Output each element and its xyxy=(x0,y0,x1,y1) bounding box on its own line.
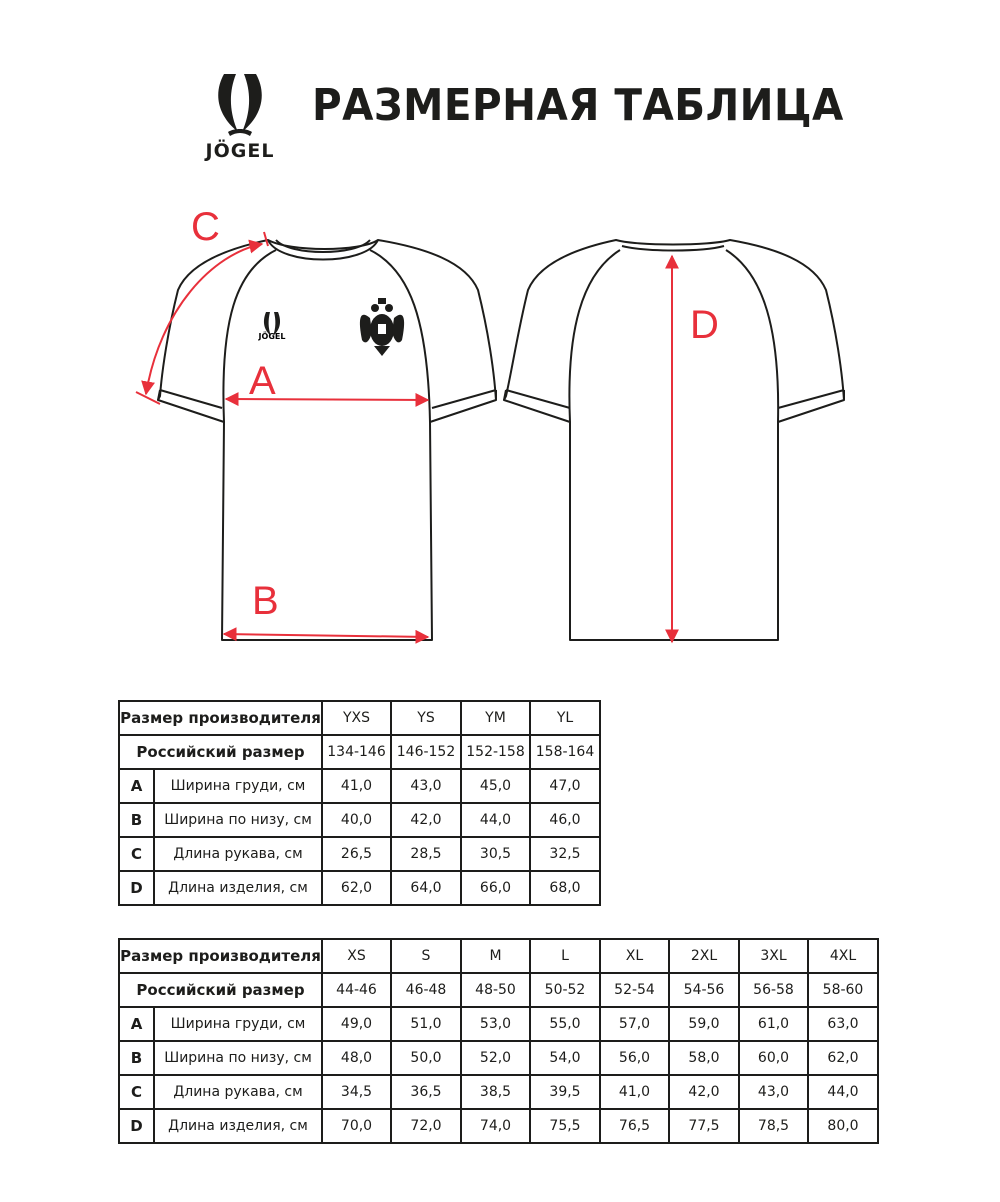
header-label: Размер производителя xyxy=(119,939,322,973)
value-cell: 51,0 xyxy=(391,1007,461,1041)
brand-logo-text: JÖGEL xyxy=(205,140,275,162)
size-cell: 3XL xyxy=(739,939,808,973)
value-cell: 63,0 xyxy=(808,1007,878,1041)
ru-size-cell: 152-158 xyxy=(461,735,530,769)
header-label: Размер производителя xyxy=(119,701,322,735)
value-cell: 64,0 xyxy=(391,871,461,905)
size-cell: YXS xyxy=(322,701,391,735)
table-row xyxy=(119,769,600,803)
row-letter: A xyxy=(119,1007,154,1041)
size-cell: YS xyxy=(391,701,461,735)
row-letter: B xyxy=(119,803,154,837)
value-cell: 42,0 xyxy=(669,1075,739,1109)
ru-size-cell: 56-58 xyxy=(739,973,808,1007)
row-name: Ширина по низу, см xyxy=(154,803,322,837)
table-row xyxy=(119,1041,878,1075)
table-row xyxy=(119,1075,878,1109)
table-row-manufacturer-size xyxy=(119,701,600,735)
ru-size-cell: 158-164 xyxy=(530,735,600,769)
page-title: РАЗМЕРНАЯ ТАБЛИЦА xyxy=(312,80,844,131)
value-cell: 61,0 xyxy=(739,1007,808,1041)
value-cell: 34,5 xyxy=(322,1075,391,1109)
value-cell: 30,5 xyxy=(461,837,530,871)
garment-diagram xyxy=(0,190,1000,660)
value-cell: 44,0 xyxy=(808,1075,878,1109)
row-letter: B xyxy=(119,1041,154,1075)
value-cell: 56,0 xyxy=(600,1041,669,1075)
row-letter: A xyxy=(119,769,154,803)
ru-size-cell: 52-54 xyxy=(600,973,669,1007)
value-cell: 47,0 xyxy=(530,769,600,803)
label-c: C xyxy=(191,205,220,249)
row-name: Ширина груди, см xyxy=(154,1007,322,1041)
value-cell: 62,0 xyxy=(808,1041,878,1075)
brand-logo-icon xyxy=(190,70,290,140)
value-cell: 43,0 xyxy=(391,769,461,803)
value-cell: 54,0 xyxy=(530,1041,600,1075)
ru-size-cell: 46-48 xyxy=(391,973,461,1007)
value-cell: 70,0 xyxy=(322,1109,391,1143)
row-name: Ширина по низу, см xyxy=(154,1041,322,1075)
value-cell: 66,0 xyxy=(461,871,530,905)
value-cell: 26,5 xyxy=(322,837,391,871)
value-cell: 38,5 xyxy=(461,1075,530,1109)
value-cell: 72,0 xyxy=(391,1109,461,1143)
value-cell: 39,5 xyxy=(530,1075,600,1109)
value-cell: 57,0 xyxy=(600,1007,669,1041)
value-cell: 41,0 xyxy=(600,1075,669,1109)
table-row-russian-size xyxy=(119,973,878,1007)
ru-size-cell: 58-60 xyxy=(808,973,878,1007)
brand-logo xyxy=(190,70,290,170)
value-cell: 58,0 xyxy=(669,1041,739,1075)
size-table-adult xyxy=(118,938,879,1144)
size-cell: XL xyxy=(600,939,669,973)
ru-size-label: Российский размер xyxy=(119,735,322,769)
table-row xyxy=(119,1109,878,1143)
ru-size-cell: 44-46 xyxy=(322,973,391,1007)
row-name: Длина рукава, см xyxy=(154,1075,322,1109)
value-cell: 68,0 xyxy=(530,871,600,905)
value-cell: 77,5 xyxy=(669,1109,739,1143)
value-cell: 52,0 xyxy=(461,1041,530,1075)
row-name: Ширина груди, см xyxy=(154,769,322,803)
shirt-front xyxy=(158,240,496,640)
value-cell: 42,0 xyxy=(391,803,461,837)
size-cell: XS xyxy=(322,939,391,973)
value-cell: 50,0 xyxy=(391,1041,461,1075)
size-cell: YL xyxy=(530,701,600,735)
ru-size-cell: 134-146 xyxy=(322,735,391,769)
ru-size-cell: 146-152 xyxy=(391,735,461,769)
size-cell: L xyxy=(530,939,600,973)
label-b: B xyxy=(252,579,279,623)
table-row xyxy=(119,837,600,871)
value-cell: 53,0 xyxy=(461,1007,530,1041)
size-cell: YM xyxy=(461,701,530,735)
value-cell: 76,5 xyxy=(600,1109,669,1143)
value-cell: 74,0 xyxy=(461,1109,530,1143)
arrow-c-tick-bottom xyxy=(136,392,160,404)
value-cell: 40,0 xyxy=(322,803,391,837)
ru-size-cell: 50-52 xyxy=(530,973,600,1007)
value-cell: 62,0 xyxy=(322,871,391,905)
value-cell: 44,0 xyxy=(461,803,530,837)
row-name: Длина изделия, см xyxy=(154,1109,322,1143)
table-row-manufacturer-size xyxy=(119,939,878,973)
row-letter: D xyxy=(119,1109,154,1143)
value-cell: 78,5 xyxy=(739,1109,808,1143)
value-cell: 49,0 xyxy=(322,1007,391,1041)
value-cell: 36,5 xyxy=(391,1075,461,1109)
size-table-youth xyxy=(118,700,601,906)
row-letter: C xyxy=(119,837,154,871)
chest-logo-text: JÖGEL xyxy=(258,332,286,341)
row-name: Длина рукава, см xyxy=(154,837,322,871)
row-name: Длина изделия, см xyxy=(154,871,322,905)
table-row xyxy=(119,871,600,905)
value-cell: 75,5 xyxy=(530,1109,600,1143)
label-a: A xyxy=(249,359,276,403)
table-row-russian-size xyxy=(119,735,600,769)
shirt-back xyxy=(504,240,844,640)
value-cell: 80,0 xyxy=(808,1109,878,1143)
row-letter: C xyxy=(119,1075,154,1109)
size-cell: S xyxy=(391,939,461,973)
value-cell: 55,0 xyxy=(530,1007,600,1041)
row-letter: D xyxy=(119,871,154,905)
table-row xyxy=(119,1007,878,1041)
size-cell: 4XL xyxy=(808,939,878,973)
value-cell: 32,5 xyxy=(530,837,600,871)
value-cell: 28,5 xyxy=(391,837,461,871)
ru-size-cell: 54-56 xyxy=(669,973,739,1007)
label-d: D xyxy=(690,303,719,347)
value-cell: 46,0 xyxy=(530,803,600,837)
size-cell: 2XL xyxy=(669,939,739,973)
value-cell: 59,0 xyxy=(669,1007,739,1041)
ru-size-cell: 48-50 xyxy=(461,973,530,1007)
value-cell: 41,0 xyxy=(322,769,391,803)
value-cell: 45,0 xyxy=(461,769,530,803)
table-row xyxy=(119,803,600,837)
value-cell: 48,0 xyxy=(322,1041,391,1075)
value-cell: 43,0 xyxy=(739,1075,808,1109)
ru-size-label: Российский размер xyxy=(119,973,322,1007)
size-cell: M xyxy=(461,939,530,973)
value-cell: 60,0 xyxy=(739,1041,808,1075)
